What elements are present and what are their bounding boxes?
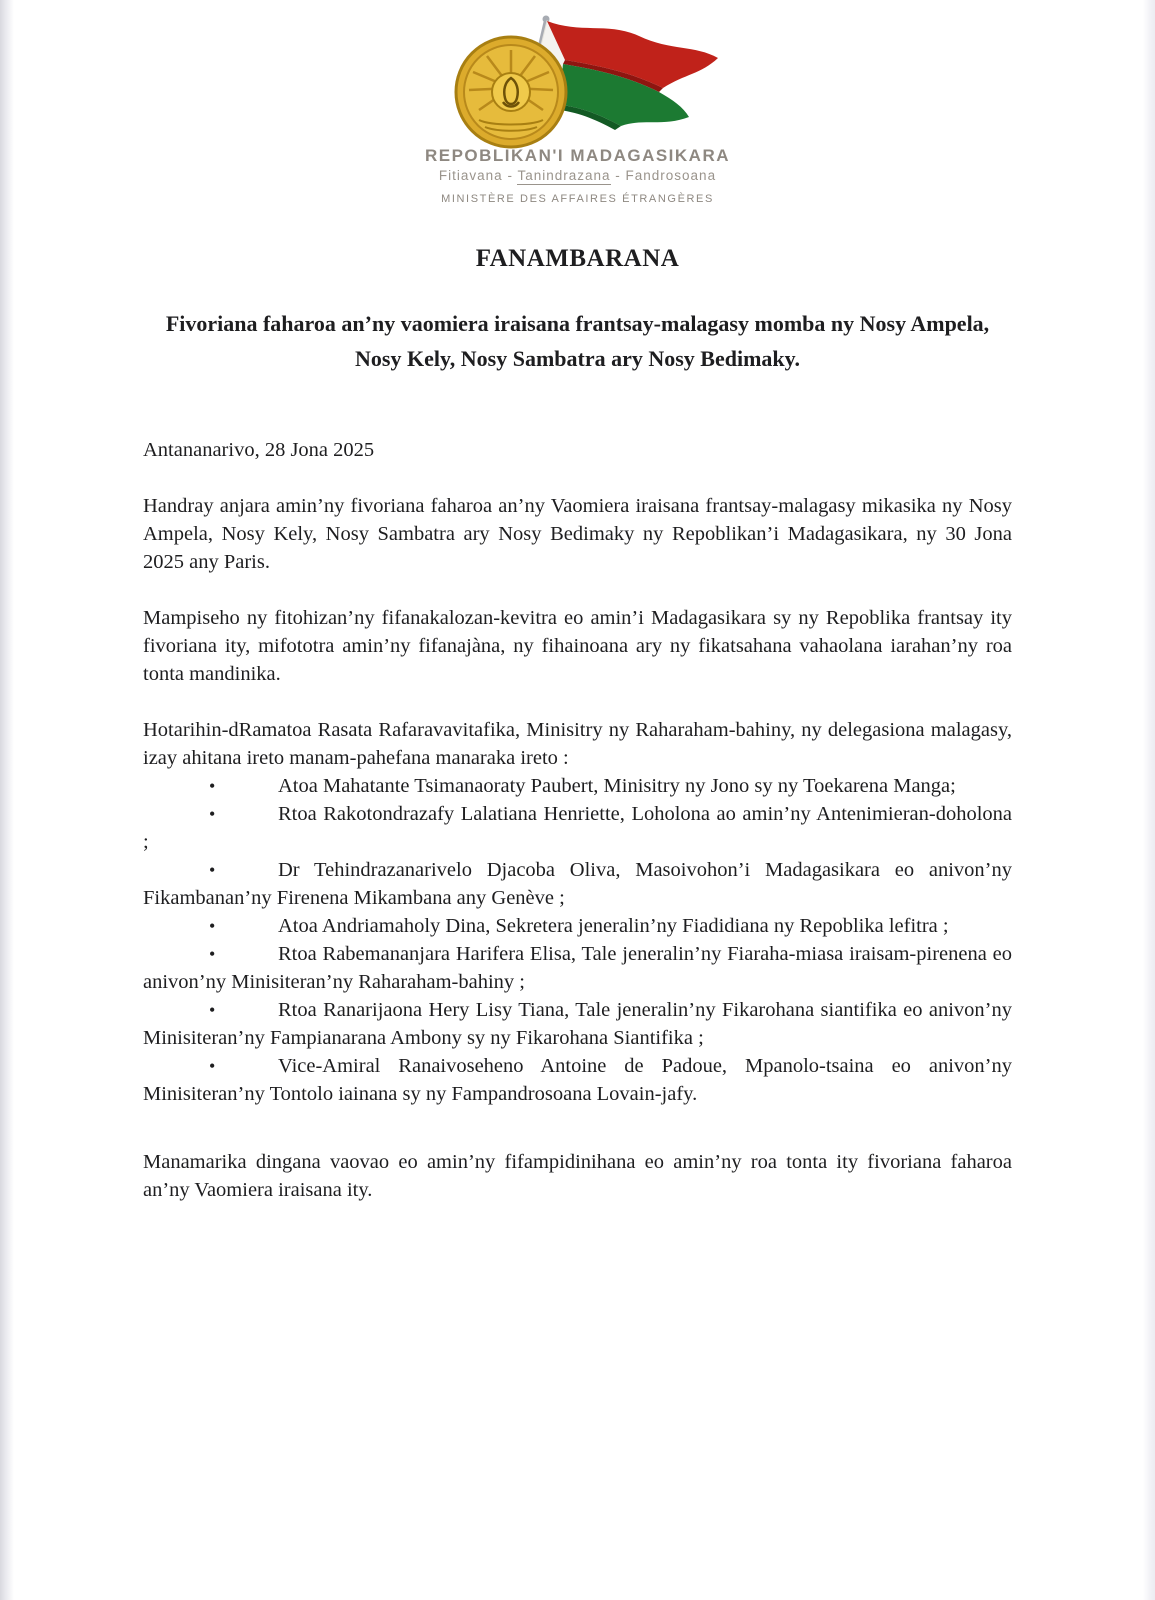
paragraph-participation: Handray anjara amin’ny fivoriana faharoa an’ny Vaomiera iraisana frantsay-malagasy mikasika ny Nosy Ampela, Nosy Kely, Nosy Sambatra ary Nosy Bedimaky ny Repoblikan’i Madagasikara, ny 30 Jona 2025 any Paris.	[143, 495, 1012, 573]
list-item-7	[143, 1052, 1012, 1108]
bullet-icon: •	[209, 944, 216, 964]
list-item-text: Dr Tehindrazanarivelo Djacoba Oliva, Masoivohon’i Madagasikara eo anivon’ny Fikambanan’ny Firenena Mikambana any Genève ;	[143, 859, 1012, 909]
list-item-text: Rtoa Rabemananjara Harifera Elisa, Tale jeneralin’ny Fiaraha-miasa iraisam-pirenena eo anivon’ny Minisiteran’ny Raharaham-bahiny ;	[143, 943, 1012, 993]
bullet-icon: •	[209, 1000, 216, 1020]
motto	[143, 167, 1012, 184]
paragraph-dialogue: Mampiseho ny fitohizan’ny fifanakalozan-kevitra eo amin’i Madagasikara sy ny Repoblika frantsay ity fivoriana ity, mifototra amin’ny fifanajàna, ny fihainoana ary ny fikatsahana vahaolana iarahan’ny roa tonta mandinika.	[143, 607, 1012, 685]
list-item-3	[143, 856, 1012, 912]
list-item-6	[143, 996, 1012, 1052]
national-emblem-icon	[423, 14, 733, 152]
paragraph-delegation-intro: Hotarihin-dRamatoa Rasata Rafaravavitafika, Minisitry ny Raharaham-bahiny, ny delegasiona malagasy, izay ahitana ireto manam-pahefana manaraka ireto :	[143, 719, 1012, 769]
motto-word-3: Fandrosoana	[625, 168, 717, 183]
document-subtitle: Fivoriana faharoa an’ny vaomiera iraisana frantsay-malagasy momba ny Nosy Ampela, Nosy Kely, Nosy Sambatra ary Nosy Bedimaky.	[165, 311, 990, 371]
list-item-5	[143, 940, 1012, 996]
motto-separator: -	[502, 168, 518, 183]
list-item-2	[143, 800, 1012, 856]
motto-word-2: Tanindrazana	[517, 168, 611, 183]
ministry-name: MINISTÈRE DES AFFAIRES ÉTRANGÈRES	[441, 193, 714, 205]
bullet-icon: •	[209, 804, 216, 824]
bullet-icon: •	[209, 916, 216, 936]
list-item-text: Atoa Andriamaholy Dina, Sekretera jeneralin’ny Fiadidiana ny Repoblika lefitra ;	[278, 915, 949, 937]
letterhead	[143, 14, 1012, 206]
list-item-4	[143, 912, 1012, 940]
list-item-text: Rtoa Ranarijaona Hery Lisy Tiana, Tale jeneralin’ny Fikarohana siantifika eo anivon’ny Minisiteran’ny Fampianarana Ambony sy ny Fikarohana Siantifika ;	[143, 999, 1012, 1049]
document-title: FANAMBARANA	[475, 245, 680, 272]
motto-separator: -	[610, 168, 626, 183]
bullet-icon: •	[209, 860, 216, 880]
list-item-text: Vice-Amiral Ranaivoseheno Antoine de Padoue, Mpanolo-tsaina eo anivon’ny Minisiteran’ny Tontolo iainana sy ny Fampandrosoana Lovain-jafy.	[143, 1055, 1012, 1105]
motto-word-1: Fitiavana	[438, 168, 503, 183]
delegation-list	[143, 772, 1012, 1108]
republic-name: REPOBLIKAN'I MADAGASIKARA	[424, 146, 731, 165]
bullet-icon: •	[209, 776, 216, 796]
list-item-text: Rtoa Rakotondrazafy Lalatiana Henriette, Loholona ao amin’ny Antenimieran-doholona ;	[143, 803, 1012, 853]
closing-paragraph: Manamarika dingana vaovao eo amin’ny fifampidinihana eo amin’ny roa tonta ity fivoriana faharoa an’ny Vaomiera iraisana ity.	[143, 1151, 1012, 1201]
list-item-1	[143, 772, 1012, 800]
list-item-text: Atoa Mahatante Tsimanaoraty Paubert, Minisitry ny Jono sy ny Toekarena Manga;	[278, 775, 956, 797]
bullet-icon: •	[209, 1056, 216, 1076]
dateline: Antananarivo, 28 Jona 2025	[143, 439, 375, 461]
gold-seal	[456, 37, 566, 147]
